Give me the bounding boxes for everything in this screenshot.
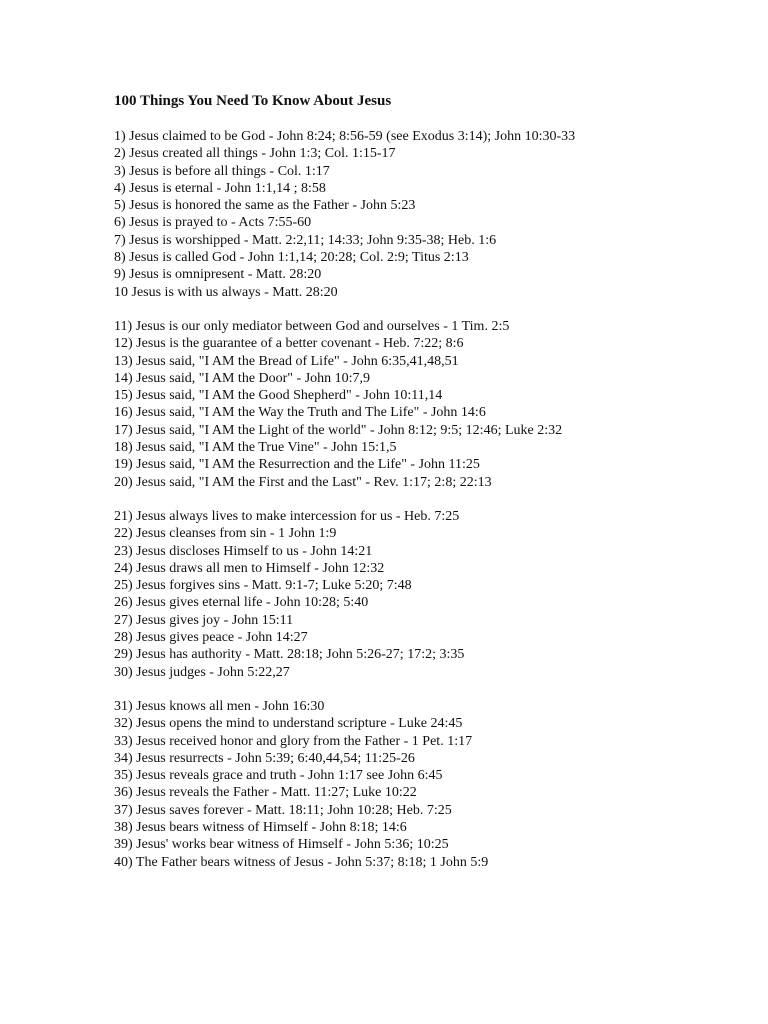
list-item: 33) Jesus received honor and glory from the Father - 1 Pet. 1:17 (114, 733, 473, 749)
list-item: 13) Jesus said, "I AM the Bread of Life" - John 6:35,41,48,51 (114, 353, 459, 369)
list-item: 27) Jesus gives joy - John 15:11 (114, 612, 294, 628)
document-body (114, 128, 768, 871)
list-item: 39) Jesus' works bear witness of Himself - John 5:36; 10:25 (114, 837, 449, 853)
list-item: 38) Jesus bears witness of Himself - John 8:18; 14:6 (114, 819, 407, 835)
list-item: 9) Jesus is omnipresent - Matt. 28:20 (114, 267, 322, 283)
list-item: 16) Jesus said, "I AM the Way the Truth and The Life" - John 14:6 (114, 405, 486, 421)
list-item: 7) Jesus is worshipped - Matt. 2:2,11; 14:33; John 9:35-38; Heb. 1:6 (114, 232, 497, 248)
list-item: 21) Jesus always lives to make intercession for us - Heb. 7:25 (114, 508, 460, 524)
list-item: 2) Jesus created all things - John 1:3; Col. 1:15-17 (114, 146, 396, 162)
list-item: 20) Jesus said, "I AM the First and the Last" - Rev. 1:17; 2:8; 22:13 (114, 474, 492, 490)
list-item: 34) Jesus resurrects - John 5:39; 6:40,44,54; 11:25-26 (114, 750, 415, 766)
list-item: 22) Jesus cleanses from sin - 1 John 1:9 (114, 526, 337, 542)
list-item: 40) The Father bears witness of Jesus - John 5:37; 8:18; 1 John 5:9 (114, 854, 489, 870)
list-item: 1) Jesus claimed to be God - John 8:24; 8:56-59 (see Exodus 3:14); John 10:30-33 (114, 129, 576, 144)
list-item: 26) Jesus gives eternal life - John 10:28; 5:40 (114, 595, 369, 611)
list-item: 4) Jesus is eternal - John 1:1,14 ; 8:58 (114, 180, 326, 196)
list-item: 25) Jesus forgives sins - Matt. 9:1-7; Luke 5:20; 7:48 (114, 578, 412, 594)
list-item: 36) Jesus reveals the Father - Matt. 11:27; Luke 10:22 (114, 785, 417, 801)
list-item: 23) Jesus discloses Himself to us - John 14:21 (114, 543, 373, 559)
list-item: 24) Jesus draws all men to Himself - John 12:32 (114, 560, 385, 576)
list-item: 14) Jesus said, "I AM the Door" - John 10:7,9 (114, 370, 371, 386)
list-item: 19) Jesus said, "I AM the Resurrection and the Life" - John 11:25 (114, 457, 480, 473)
document-title: 100 Things You Need To Know About Jesus (114, 93, 392, 109)
list-item: 35) Jesus reveals grace and truth - John 1:17 see John 6:45 (114, 768, 443, 784)
list-item: 18) Jesus said, "I AM the True Vine" - John 15:1,5 (114, 440, 397, 456)
list-item: 37) Jesus saves forever - Matt. 18:11; John 10:28; Heb. 7:25 (114, 802, 452, 818)
list-item: 5) Jesus is honored the same as the Father - John 5:23 (114, 198, 416, 214)
list-item: 8) Jesus is called God - John 1:1,14; 20:28; Col. 2:9; Titus 2:13 (114, 250, 469, 266)
list-item: 30) Jesus judges - John 5:22,27 (114, 664, 290, 680)
list-item: 28) Jesus gives peace - John 14:27 (114, 630, 308, 646)
list-item: 11) Jesus is our only mediator between God and ourselves - 1 Tim. 2:5 (114, 318, 510, 334)
list-item: 31) Jesus knows all men - John 16:30 (114, 698, 325, 714)
list-item: 29) Jesus has authority - Matt. 28:18; John 5:26-27; 17:2; 3:35 (114, 647, 465, 663)
list-item: 10 Jesus is with us always - Matt. 28:20 (114, 284, 338, 300)
list-item: 6) Jesus is prayed to - Acts 7:55-60 (114, 215, 312, 231)
list-section (114, 698, 768, 871)
list-section (114, 128, 768, 301)
list-section (114, 318, 768, 491)
list-item: 3) Jesus is before all things - Col. 1:17 (114, 163, 330, 179)
list-item: 17) Jesus said, "I AM the Light of the world" - John 8:12; 9:5; 12:46; Luke 2:32 (114, 422, 563, 438)
list-item: 15) Jesus said, "I AM the Good Shepherd" - John 10:11,14 (114, 388, 443, 404)
list-item: 12) Jesus is the guarantee of a better covenant - Heb. 7:22; 8:6 (114, 336, 464, 352)
list-item: 32) Jesus opens the mind to understand scripture - Luke 24:45 (114, 716, 463, 732)
list-section (114, 508, 768, 681)
